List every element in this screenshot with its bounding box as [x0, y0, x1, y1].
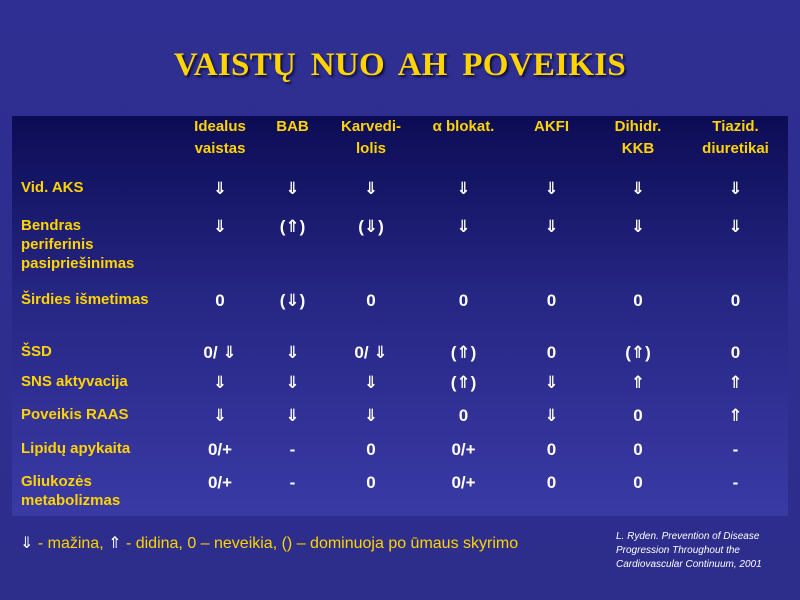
- table-cell: 0/+: [451, 473, 476, 492]
- legend-down-text: - mažina,: [33, 535, 109, 552]
- table-cell: (⇑): [450, 343, 477, 362]
- header-ideal-drug: Idealus vaistas: [194, 118, 246, 157]
- table-cell: 0: [633, 291, 643, 310]
- table-cell: ⇓: [544, 217, 559, 236]
- row-label: SNS aktyvacija: [21, 373, 128, 390]
- header-akfi: AKFI: [534, 118, 569, 135]
- legend-up-text: - didina, 0 – neveikia, () – dominuoja po ūmaus skyrimo: [121, 535, 519, 552]
- row-label: Bendras periferinis pasipriešinimas: [21, 217, 135, 272]
- table-cell: (⇑): [450, 373, 477, 392]
- header-alpha-blokat: α blokat.: [432, 118, 495, 135]
- table-cell: ⇓: [285, 406, 300, 425]
- table-cell: -: [289, 473, 296, 492]
- row-label: Lipidų apykaita: [21, 440, 131, 457]
- table-cell: 0: [633, 473, 643, 492]
- row-label: Poveikis RAAS: [21, 406, 129, 423]
- header-bab: BAB: [276, 118, 309, 135]
- down-arrow-icon: ⇓: [20, 535, 34, 552]
- legend: [20, 533, 518, 553]
- table-cell: ⇓: [212, 406, 228, 425]
- table-cell: 0/+: [451, 440, 476, 459]
- table-row: [12, 214, 788, 288]
- row-label: Širdies išmetimas: [21, 291, 149, 308]
- table-cell: 0/+: [207, 473, 233, 492]
- table-cell: 0: [458, 291, 469, 310]
- table-cell: ⇓: [728, 179, 743, 198]
- table-cell: ⇓: [212, 179, 228, 198]
- table-cell: 0: [633, 440, 643, 459]
- table-cell: -: [289, 440, 296, 459]
- table-cell: ⇓: [285, 343, 300, 362]
- table-cell: ⇑: [630, 373, 646, 392]
- table-row: [12, 370, 788, 403]
- table-cell: ⇓: [212, 217, 228, 236]
- table-cell: ⇓: [456, 179, 471, 198]
- row-label: ŠSD: [21, 343, 52, 360]
- table-row: [12, 403, 788, 437]
- table-cell: 0: [546, 291, 557, 310]
- table-cell: ⇓: [363, 179, 379, 198]
- table-cell: (⇑): [279, 217, 306, 236]
- table-cell: 0/ ⇓: [203, 343, 237, 362]
- table-cell: 0: [546, 440, 557, 459]
- slide-title: VAISTŲ NUO AH POVEIKIS: [173, 47, 627, 83]
- table-cell: 0: [366, 291, 376, 310]
- table-cell: 0: [215, 291, 225, 310]
- table-cell: ⇓: [544, 406, 559, 425]
- table-cell: (⇑): [625, 343, 651, 362]
- table-cell: 0: [730, 343, 741, 362]
- table-cell: ⇓: [285, 179, 300, 198]
- row-label: Vid. AKS: [21, 179, 84, 196]
- table-cell: 0: [546, 343, 557, 362]
- table-cell: ⇓: [456, 217, 471, 236]
- table-cell: 0/+: [207, 440, 233, 459]
- table-cell: (⇓): [358, 217, 384, 236]
- table-cell: ⇓: [212, 373, 228, 392]
- table-cell: ⇓: [544, 179, 559, 198]
- up-arrow-icon: ⇑: [108, 535, 122, 552]
- header-corner: [12, 116, 180, 176]
- table-cell: ⇓: [363, 406, 379, 425]
- table-cell: 0/ ⇓: [354, 343, 388, 362]
- table-cell: 0: [730, 291, 741, 310]
- citation: L. Ryden. Prevention of Disease Progression Throughout the Cardiovascular Continuum, 2001: [616, 531, 762, 570]
- table-cell: 0: [633, 406, 643, 425]
- table-row: [12, 340, 788, 370]
- drug-effects-table: [12, 116, 788, 516]
- table-row: [12, 176, 788, 214]
- table-header-row: [12, 116, 788, 176]
- table-row: [12, 288, 788, 340]
- table-cell: ⇓: [630, 179, 646, 198]
- table-cell: 0: [366, 440, 376, 459]
- row-label: Gliukozės metabolizmas: [21, 473, 121, 509]
- table-cell: -: [732, 440, 739, 459]
- header-karvedilolis: Karvedi- lolis: [340, 118, 402, 157]
- table-cell: 0: [458, 406, 469, 425]
- header-tiazid-diuretikai: Tiazid. diuretikai: [702, 118, 769, 157]
- table-cell: ⇓: [728, 217, 743, 236]
- table-cell: ⇓: [285, 373, 300, 392]
- table-row: [12, 437, 788, 470]
- table-cell: ⇓: [630, 217, 646, 236]
- table-cell: -: [732, 473, 739, 492]
- table-cell: 0: [366, 473, 376, 492]
- table-cell: ⇑: [728, 406, 743, 425]
- table-cell: 0: [546, 473, 557, 492]
- table-cell: ⇑: [728, 373, 743, 392]
- table-cell: ⇓: [363, 373, 379, 392]
- table-cell: ⇓: [544, 373, 559, 392]
- table-cell: (⇓): [279, 291, 306, 310]
- table-row: [12, 470, 788, 516]
- header-dihidr-kkb: Dihidr. KKB: [614, 118, 662, 157]
